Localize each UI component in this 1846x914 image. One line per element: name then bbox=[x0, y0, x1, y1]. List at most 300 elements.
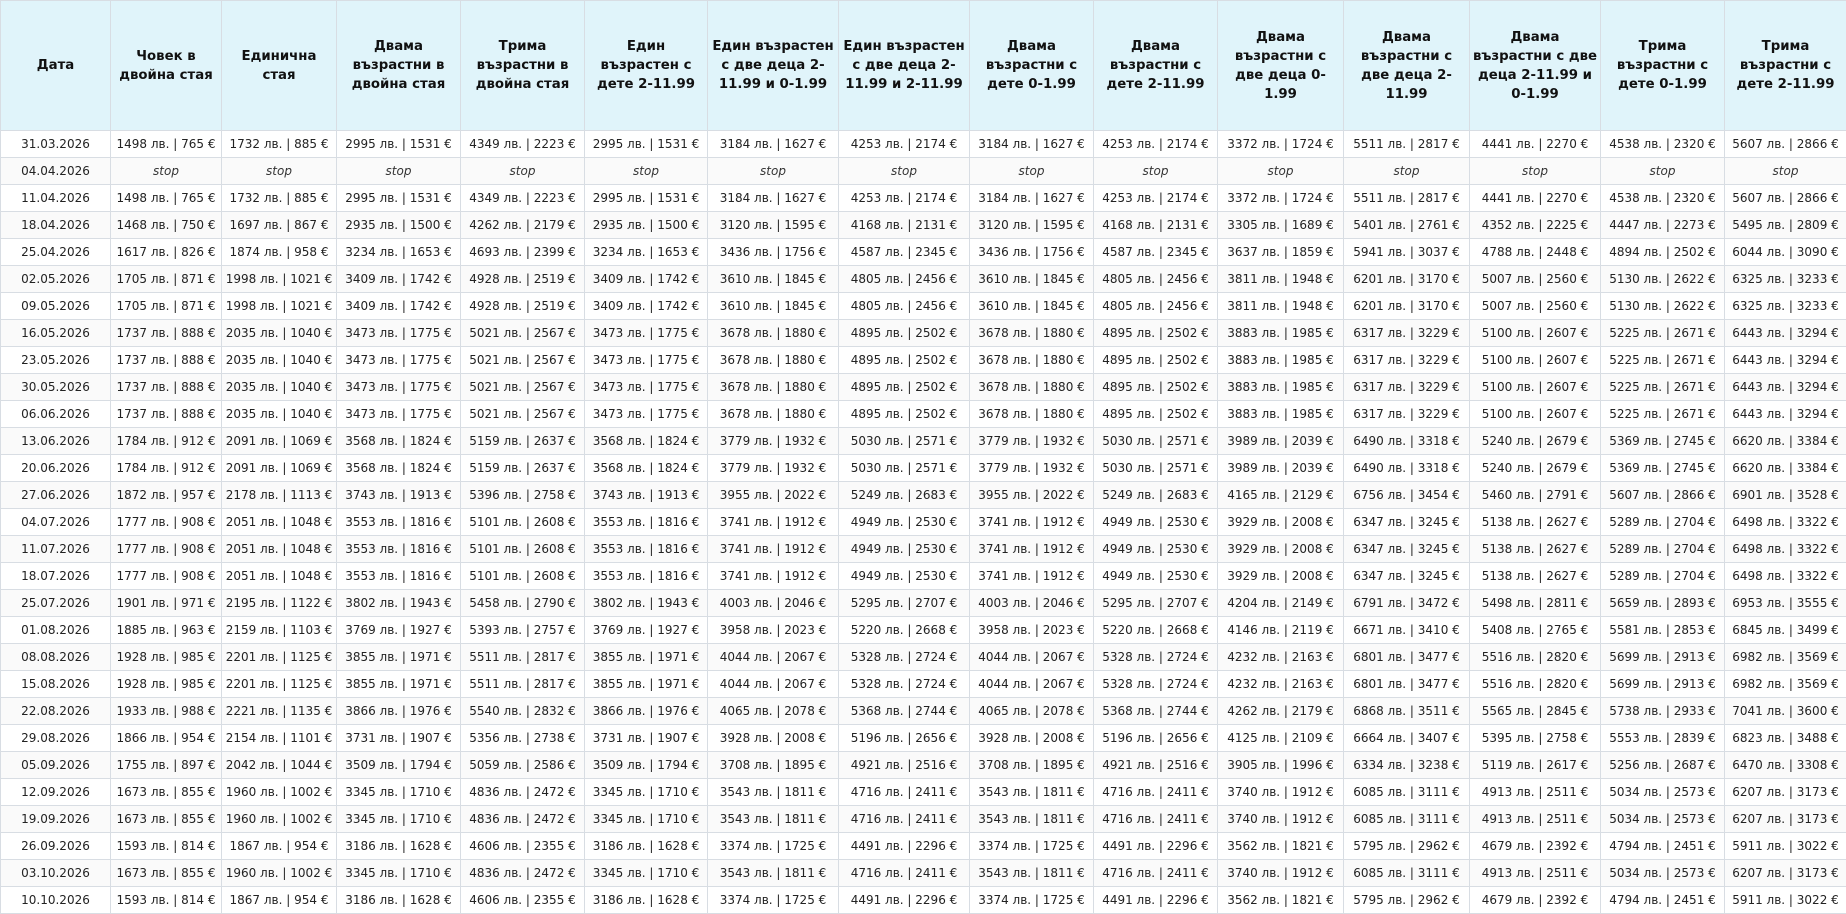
price-cell: 3562 лв. | 1821 € bbox=[1218, 833, 1344, 860]
date-cell: 08.08.2026 bbox=[1, 644, 111, 671]
table-row bbox=[1, 266, 1846, 293]
price-cell: 6791 лв. | 3472 € bbox=[1344, 590, 1470, 617]
table-row bbox=[1, 752, 1846, 779]
table-row bbox=[1, 131, 1846, 158]
price-cell: 3184 лв. | 1627 € bbox=[970, 131, 1094, 158]
price-cell: 3855 лв. | 1971 € bbox=[585, 671, 708, 698]
price-cell: 4928 лв. | 2519 € bbox=[461, 293, 585, 320]
price-cell: 5289 лв. | 2704 € bbox=[1601, 509, 1725, 536]
price-cell: 5328 лв. | 2724 € bbox=[1094, 671, 1218, 698]
price-cell: 1737 лв. | 888 € bbox=[111, 374, 222, 401]
column-header-date: Дата bbox=[1, 1, 111, 131]
price-cell: 5249 лв. | 2683 € bbox=[1094, 482, 1218, 509]
price-cell: 3929 лв. | 2008 € bbox=[1218, 536, 1344, 563]
price-cell: 2995 лв. | 1531 € bbox=[585, 131, 708, 158]
price-cell: 5699 лв. | 2913 € bbox=[1601, 671, 1725, 698]
table-row bbox=[1, 671, 1846, 698]
table-row bbox=[1, 617, 1846, 644]
price-cell: 2935 лв. | 1500 € bbox=[585, 212, 708, 239]
price-cell: 3678 лв. | 1880 € bbox=[970, 401, 1094, 428]
price-cell: 3509 лв. | 1794 € bbox=[337, 752, 461, 779]
price-cell: 4065 лв. | 2078 € bbox=[708, 698, 839, 725]
price-cell: 5256 лв. | 2687 € bbox=[1601, 752, 1725, 779]
table-row bbox=[1, 293, 1846, 320]
price-cell: 4262 лв. | 2179 € bbox=[1218, 698, 1344, 725]
price-cell: 1933 лв. | 988 € bbox=[111, 698, 222, 725]
date-cell: 16.05.2026 bbox=[1, 320, 111, 347]
price-cell: 3553 лв. | 1816 € bbox=[337, 536, 461, 563]
price-cell: 6325 лв. | 3233 € bbox=[1725, 266, 1846, 293]
table-header bbox=[1, 1, 1846, 131]
price-cell: 1777 лв. | 908 € bbox=[111, 563, 222, 590]
price-cell: 5100 лв. | 2607 € bbox=[1470, 374, 1601, 401]
price-cell: 3553 лв. | 1816 € bbox=[585, 509, 708, 536]
price-cell: 5911 лв. | 3022 € bbox=[1725, 833, 1846, 860]
price-cell: 5101 лв. | 2608 € bbox=[461, 509, 585, 536]
price-cell: 2035 лв. | 1040 € bbox=[222, 347, 337, 374]
price-cell: 5911 лв. | 3022 € bbox=[1725, 887, 1846, 914]
price-cell: 5220 лв. | 2668 € bbox=[1094, 617, 1218, 644]
price-cell: 1928 лв. | 985 € bbox=[111, 644, 222, 671]
price-cell: stop bbox=[222, 158, 337, 185]
price-cell: 4349 лв. | 2223 € bbox=[461, 131, 585, 158]
table-row bbox=[1, 779, 1846, 806]
price-cell: 4895 лв. | 2502 € bbox=[1094, 320, 1218, 347]
price-cell: 5607 лв. | 2866 € bbox=[1601, 482, 1725, 509]
date-cell: 09.05.2026 bbox=[1, 293, 111, 320]
table-row bbox=[1, 509, 1846, 536]
price-cell: 3678 лв. | 1880 € bbox=[970, 374, 1094, 401]
price-cell: 6868 лв. | 3511 € bbox=[1344, 698, 1470, 725]
price-cell: 1874 лв. | 958 € bbox=[222, 239, 337, 266]
price-cell: 5941 лв. | 3037 € bbox=[1344, 239, 1470, 266]
price-cell: 4262 лв. | 2179 € bbox=[461, 212, 585, 239]
price-cell: 4949 лв. | 2530 € bbox=[1094, 509, 1218, 536]
price-cell: 5516 лв. | 2820 € bbox=[1470, 644, 1601, 671]
price-cell: 5368 лв. | 2744 € bbox=[839, 698, 970, 725]
price-cell: 3374 лв. | 1725 € bbox=[708, 887, 839, 914]
column-header: Един възрастен с дете 2-11.99 bbox=[585, 1, 708, 131]
price-cell: 4125 лв. | 2109 € bbox=[1218, 725, 1344, 752]
column-header: Двама възрастни с две деца 2-11.99 и 0-1.99 bbox=[1470, 1, 1601, 131]
price-cell: 4441 лв. | 2270 € bbox=[1470, 185, 1601, 212]
price-cell: 1617 лв. | 826 € bbox=[111, 239, 222, 266]
price-cell: 5511 лв. | 2817 € bbox=[1344, 185, 1470, 212]
table-row bbox=[1, 239, 1846, 266]
table-body bbox=[1, 131, 1846, 914]
price-cell: 6325 лв. | 3233 € bbox=[1725, 293, 1846, 320]
column-header: Единична стая bbox=[222, 1, 337, 131]
price-cell: 4232 лв. | 2163 € bbox=[1218, 671, 1344, 698]
price-cell: 4044 лв. | 2067 € bbox=[708, 671, 839, 698]
price-cell: 5100 лв. | 2607 € bbox=[1470, 401, 1601, 428]
price-cell: 3955 лв. | 2022 € bbox=[708, 482, 839, 509]
price-cell: 2221 лв. | 1135 € bbox=[222, 698, 337, 725]
price-cell: 4949 лв. | 2530 € bbox=[839, 509, 970, 536]
price-cell: stop bbox=[1725, 158, 1846, 185]
price-cell: 3740 лв. | 1912 € bbox=[1218, 779, 1344, 806]
price-cell: 4253 лв. | 2174 € bbox=[1094, 185, 1218, 212]
price-cell: 6443 лв. | 3294 € bbox=[1725, 401, 1846, 428]
price-cell: 5356 лв. | 2738 € bbox=[461, 725, 585, 752]
price-cell: 6845 лв. | 3499 € bbox=[1725, 617, 1846, 644]
date-cell: 18.07.2026 bbox=[1, 563, 111, 590]
date-cell: 27.06.2026 bbox=[1, 482, 111, 509]
price-cell: 5021 лв. | 2567 € bbox=[461, 374, 585, 401]
price-cell: 7041 лв. | 3600 € bbox=[1725, 698, 1846, 725]
price-cell: 3708 лв. | 1895 € bbox=[708, 752, 839, 779]
price-cell: 5007 лв. | 2560 € bbox=[1470, 266, 1601, 293]
price-cell: 6470 лв. | 3308 € bbox=[1725, 752, 1846, 779]
price-cell: 4805 лв. | 2456 € bbox=[1094, 293, 1218, 320]
price-cell: 3305 лв. | 1689 € bbox=[1218, 212, 1344, 239]
price-cell: 4921 лв. | 2516 € bbox=[839, 752, 970, 779]
price-cell: 6443 лв. | 3294 € bbox=[1725, 347, 1846, 374]
price-cell: stop bbox=[970, 158, 1094, 185]
price-cell: 3958 лв. | 2023 € bbox=[970, 617, 1094, 644]
column-header: Трима възрастни в двойна стая bbox=[461, 1, 585, 131]
price-cell: 5738 лв. | 2933 € bbox=[1601, 698, 1725, 725]
price-cell: 4146 лв. | 2119 € bbox=[1218, 617, 1344, 644]
price-cell: 4895 лв. | 2502 € bbox=[839, 374, 970, 401]
date-cell: 30.05.2026 bbox=[1, 374, 111, 401]
price-cell: 6317 лв. | 3229 € bbox=[1344, 347, 1470, 374]
price-cell: 3678 лв. | 1880 € bbox=[708, 401, 839, 428]
column-header: Един възрастен с две деца 2-11.99 и 2-11.99 bbox=[839, 1, 970, 131]
price-cell: 3473 лв. | 1775 € bbox=[585, 320, 708, 347]
price-cell: 3184 лв. | 1627 € bbox=[708, 185, 839, 212]
date-cell: 05.09.2026 bbox=[1, 752, 111, 779]
price-cell: 3409 лв. | 1742 € bbox=[337, 266, 461, 293]
price-cell: 4587 лв. | 2345 € bbox=[839, 239, 970, 266]
price-cell: 4679 лв. | 2392 € bbox=[1470, 887, 1601, 914]
price-cell: 1866 лв. | 954 € bbox=[111, 725, 222, 752]
price-cell: stop bbox=[111, 158, 222, 185]
price-cell: 3883 лв. | 1985 € bbox=[1218, 401, 1344, 428]
price-cell: 6347 лв. | 3245 € bbox=[1344, 563, 1470, 590]
price-cell: 3374 лв. | 1725 € bbox=[708, 833, 839, 860]
price-cell: 4716 лв. | 2411 € bbox=[839, 779, 970, 806]
price-cell: 1498 лв. | 765 € bbox=[111, 185, 222, 212]
price-cell: 4949 лв. | 2530 € bbox=[839, 563, 970, 590]
table-row bbox=[1, 536, 1846, 563]
price-cell: stop bbox=[337, 158, 461, 185]
price-cell: 6317 лв. | 3229 € bbox=[1344, 374, 1470, 401]
price-cell: 6443 лв. | 3294 € bbox=[1725, 374, 1846, 401]
price-cell: 3866 лв. | 1976 € bbox=[585, 698, 708, 725]
price-cell: 5396 лв. | 2758 € bbox=[461, 482, 585, 509]
price-cell: 1737 лв. | 888 € bbox=[111, 320, 222, 347]
price-cell: 5368 лв. | 2744 € bbox=[1094, 698, 1218, 725]
price-cell: 6207 лв. | 3173 € bbox=[1725, 806, 1846, 833]
price-cell: 3473 лв. | 1775 € bbox=[337, 401, 461, 428]
price-cell: 4606 лв. | 2355 € bbox=[461, 887, 585, 914]
price-cell: 3743 лв. | 1913 € bbox=[585, 482, 708, 509]
table-row bbox=[1, 590, 1846, 617]
price-cell: 4895 лв. | 2502 € bbox=[1094, 374, 1218, 401]
price-cell: 2035 лв. | 1040 € bbox=[222, 374, 337, 401]
price-cell: 3958 лв. | 2023 € bbox=[708, 617, 839, 644]
price-cell: 2995 лв. | 1531 € bbox=[337, 185, 461, 212]
price-cell: 4606 лв. | 2355 € bbox=[461, 833, 585, 860]
price-cell: stop bbox=[708, 158, 839, 185]
price-cell: 3802 лв. | 1943 € bbox=[585, 590, 708, 617]
price-cell: 6801 лв. | 3477 € bbox=[1344, 671, 1470, 698]
price-cell: 5511 лв. | 2817 € bbox=[461, 644, 585, 671]
price-cell: 3678 лв. | 1880 € bbox=[708, 374, 839, 401]
price-cell: 3740 лв. | 1912 € bbox=[1218, 806, 1344, 833]
column-header: Човек в двойна стая bbox=[111, 1, 222, 131]
price-cell: 5130 лв. | 2622 € bbox=[1601, 293, 1725, 320]
price-cell: 6982 лв. | 3569 € bbox=[1725, 671, 1846, 698]
price-cell: 5540 лв. | 2832 € bbox=[461, 698, 585, 725]
price-cell: 4913 лв. | 2511 € bbox=[1470, 779, 1601, 806]
table-row bbox=[1, 563, 1846, 590]
price-cell: 6085 лв. | 3111 € bbox=[1344, 860, 1470, 887]
price-cell: 5289 лв. | 2704 € bbox=[1601, 536, 1725, 563]
price-cell: 6490 лв. | 3318 € bbox=[1344, 428, 1470, 455]
price-cell: 3905 лв. | 1996 € bbox=[1218, 752, 1344, 779]
price-cell: 3409 лв. | 1742 € bbox=[337, 293, 461, 320]
price-cell: 5369 лв. | 2745 € bbox=[1601, 455, 1725, 482]
price-cell: 3769 лв. | 1927 € bbox=[585, 617, 708, 644]
price-cell: 3610 лв. | 1845 € bbox=[970, 266, 1094, 293]
price-cell: 3568 лв. | 1824 € bbox=[585, 455, 708, 482]
price-cell: 4895 лв. | 2502 € bbox=[839, 320, 970, 347]
price-cell: 1777 лв. | 908 € bbox=[111, 536, 222, 563]
price-cell: 3989 лв. | 2039 € bbox=[1218, 455, 1344, 482]
price-cell: 1732 лв. | 885 € bbox=[222, 185, 337, 212]
price-cell: 5034 лв. | 2573 € bbox=[1601, 779, 1725, 806]
price-cell: 3372 лв. | 1724 € bbox=[1218, 185, 1344, 212]
price-cell: 3568 лв. | 1824 € bbox=[337, 428, 461, 455]
price-cell: 5030 лв. | 2571 € bbox=[1094, 455, 1218, 482]
price-cell: 4587 лв. | 2345 € bbox=[1094, 239, 1218, 266]
price-cell: 3120 лв. | 1595 € bbox=[708, 212, 839, 239]
price-cell: 1593 лв. | 814 € bbox=[111, 887, 222, 914]
price-cell: 5007 лв. | 2560 € bbox=[1470, 293, 1601, 320]
price-cell: 4928 лв. | 2519 € bbox=[461, 266, 585, 293]
price-cell: 3473 лв. | 1775 € bbox=[585, 347, 708, 374]
price-cell: 5295 лв. | 2707 € bbox=[839, 590, 970, 617]
price-cell: 4679 лв. | 2392 € bbox=[1470, 833, 1601, 860]
price-cell: 4538 лв. | 2320 € bbox=[1601, 131, 1725, 158]
price-cell: 3802 лв. | 1943 € bbox=[337, 590, 461, 617]
date-cell: 20.06.2026 bbox=[1, 455, 111, 482]
price-cell: 5100 лв. | 2607 € bbox=[1470, 347, 1601, 374]
table-row bbox=[1, 158, 1846, 185]
price-cell: 6207 лв. | 3173 € bbox=[1725, 779, 1846, 806]
price-cell: 4232 лв. | 2163 € bbox=[1218, 644, 1344, 671]
price-cell: 2051 лв. | 1048 € bbox=[222, 563, 337, 590]
price-cell: 3855 лв. | 1971 € bbox=[585, 644, 708, 671]
price-cell: 4253 лв. | 2174 € bbox=[839, 131, 970, 158]
date-cell: 15.08.2026 bbox=[1, 671, 111, 698]
price-cell: stop bbox=[1601, 158, 1725, 185]
price-cell: 5699 лв. | 2913 € bbox=[1601, 644, 1725, 671]
price-cell: 4204 лв. | 2149 € bbox=[1218, 590, 1344, 617]
price-cell: 2935 лв. | 1500 € bbox=[337, 212, 461, 239]
price-cell: 3509 лв. | 1794 € bbox=[585, 752, 708, 779]
price-cell: 2051 лв. | 1048 € bbox=[222, 509, 337, 536]
price-cell: 3731 лв. | 1907 € bbox=[585, 725, 708, 752]
price-cell: 6347 лв. | 3245 € bbox=[1344, 509, 1470, 536]
price-cell: 3741 лв. | 1912 € bbox=[970, 563, 1094, 590]
price-cell: 5460 лв. | 2791 € bbox=[1470, 482, 1601, 509]
price-cell: 3543 лв. | 1811 € bbox=[970, 806, 1094, 833]
price-cell: 3855 лв. | 1971 € bbox=[337, 671, 461, 698]
price-cell: 5101 лв. | 2608 € bbox=[461, 563, 585, 590]
price-cell: 5395 лв. | 2758 € bbox=[1470, 725, 1601, 752]
price-cell: 3409 лв. | 1742 € bbox=[585, 266, 708, 293]
price-cell: 4253 лв. | 2174 € bbox=[839, 185, 970, 212]
price-cell: 4003 лв. | 2046 € bbox=[970, 590, 1094, 617]
price-cell: 5495 лв. | 2809 € bbox=[1725, 212, 1846, 239]
price-cell: 4168 лв. | 2131 € bbox=[839, 212, 970, 239]
table-row bbox=[1, 347, 1846, 374]
price-cell: 5030 лв. | 2571 € bbox=[1094, 428, 1218, 455]
price-cell: 3234 лв. | 1653 € bbox=[337, 239, 461, 266]
table-row bbox=[1, 698, 1846, 725]
price-cell: 6201 лв. | 3170 € bbox=[1344, 293, 1470, 320]
date-cell: 23.05.2026 bbox=[1, 347, 111, 374]
price-cell: 5369 лв. | 2745 € bbox=[1601, 428, 1725, 455]
price-cell: 5130 лв. | 2622 € bbox=[1601, 266, 1725, 293]
date-cell: 13.06.2026 bbox=[1, 428, 111, 455]
price-cell: 5659 лв. | 2893 € bbox=[1601, 590, 1725, 617]
price-cell: 3741 лв. | 1912 € bbox=[708, 563, 839, 590]
price-cell: 3955 лв. | 2022 € bbox=[970, 482, 1094, 509]
table-row bbox=[1, 725, 1846, 752]
header-row bbox=[1, 1, 1846, 131]
price-cell: 4913 лв. | 2511 € bbox=[1470, 860, 1601, 887]
price-cell: 5393 лв. | 2757 € bbox=[461, 617, 585, 644]
price-cell: 5795 лв. | 2962 € bbox=[1344, 833, 1470, 860]
price-cell: 3929 лв. | 2008 € bbox=[1218, 509, 1344, 536]
price-cell: 5240 лв. | 2679 € bbox=[1470, 455, 1601, 482]
price-cell: 3543 лв. | 1811 € bbox=[970, 860, 1094, 887]
price-cell: 3374 лв. | 1725 € bbox=[970, 887, 1094, 914]
price-cell: 5030 лв. | 2571 € bbox=[839, 455, 970, 482]
price-cell: 6490 лв. | 3318 € bbox=[1344, 455, 1470, 482]
table-row bbox=[1, 455, 1846, 482]
column-header: Двама възрастни с две деца 0-1.99 bbox=[1218, 1, 1344, 131]
price-cell: 4895 лв. | 2502 € bbox=[1094, 347, 1218, 374]
price-cell: 3543 лв. | 1811 € bbox=[970, 779, 1094, 806]
price-cell: 4538 лв. | 2320 € bbox=[1601, 185, 1725, 212]
price-cell: 3678 лв. | 1880 € bbox=[970, 347, 1094, 374]
table-row bbox=[1, 374, 1846, 401]
price-cell: 6201 лв. | 3170 € bbox=[1344, 266, 1470, 293]
price-cell: 6085 лв. | 3111 € bbox=[1344, 779, 1470, 806]
price-cell: 4491 лв. | 2296 € bbox=[839, 833, 970, 860]
price-cell: stop bbox=[1344, 158, 1470, 185]
price-cell: 2159 лв. | 1103 € bbox=[222, 617, 337, 644]
date-cell: 25.04.2026 bbox=[1, 239, 111, 266]
price-cell: 3741 лв. | 1912 € bbox=[708, 536, 839, 563]
price-cell: 1960 лв. | 1002 € bbox=[222, 779, 337, 806]
price-cell: 4716 лв. | 2411 € bbox=[839, 860, 970, 887]
price-cell: 6207 лв. | 3173 € bbox=[1725, 860, 1846, 887]
table-row bbox=[1, 806, 1846, 833]
price-cell: 1928 лв. | 985 € bbox=[111, 671, 222, 698]
price-cell: 3855 лв. | 1971 € bbox=[337, 644, 461, 671]
price-cell: 4716 лв. | 2411 € bbox=[1094, 860, 1218, 887]
price-cell: 1673 лв. | 855 € bbox=[111, 860, 222, 887]
price-cell: 6901 лв. | 3528 € bbox=[1725, 482, 1846, 509]
price-cell: 3743 лв. | 1913 € bbox=[337, 482, 461, 509]
price-cell: 3678 лв. | 1880 € bbox=[708, 320, 839, 347]
date-cell: 18.04.2026 bbox=[1, 212, 111, 239]
table-row bbox=[1, 320, 1846, 347]
price-cell: 3741 лв. | 1912 € bbox=[970, 536, 1094, 563]
table-row bbox=[1, 887, 1846, 914]
price-cell: 1867 лв. | 954 € bbox=[222, 887, 337, 914]
price-cell: 3610 лв. | 1845 € bbox=[708, 293, 839, 320]
price-cell: 4441 лв. | 2270 € bbox=[1470, 131, 1601, 158]
price-cell: 3740 лв. | 1912 € bbox=[1218, 860, 1344, 887]
price-cell: 4913 лв. | 2511 € bbox=[1470, 806, 1601, 833]
price-cell: 1673 лв. | 855 € bbox=[111, 806, 222, 833]
price-cell: 5225 лв. | 2671 € bbox=[1601, 374, 1725, 401]
price-cell: 3184 лв. | 1627 € bbox=[708, 131, 839, 158]
price-cell: 3553 лв. | 1816 € bbox=[337, 563, 461, 590]
price-cell: 6801 лв. | 3477 € bbox=[1344, 644, 1470, 671]
price-cell: 5249 лв. | 2683 € bbox=[839, 482, 970, 509]
price-cell: 5220 лв. | 2668 € bbox=[839, 617, 970, 644]
price-cell: 5059 лв. | 2586 € bbox=[461, 752, 585, 779]
price-cell: 5030 лв. | 2571 € bbox=[839, 428, 970, 455]
price-cell: 3769 лв. | 1927 € bbox=[337, 617, 461, 644]
price-cell: 1755 лв. | 897 € bbox=[111, 752, 222, 779]
price-cell: 4716 лв. | 2411 € bbox=[839, 806, 970, 833]
price-cell: 5289 лв. | 2704 € bbox=[1601, 563, 1725, 590]
column-header: Двама възрастни с дете 2-11.99 bbox=[1094, 1, 1218, 131]
price-cell: 6982 лв. | 3569 € bbox=[1725, 644, 1846, 671]
price-cell: 1732 лв. | 885 € bbox=[222, 131, 337, 158]
price-cell: 1737 лв. | 888 € bbox=[111, 347, 222, 374]
price-cell: 2035 лв. | 1040 € bbox=[222, 401, 337, 428]
price-cell: 3741 лв. | 1912 € bbox=[708, 509, 839, 536]
date-cell: 12.09.2026 bbox=[1, 779, 111, 806]
price-cell: 3637 лв. | 1859 € bbox=[1218, 239, 1344, 266]
price-cell: 2154 лв. | 1101 € bbox=[222, 725, 337, 752]
price-cell: 3928 лв. | 2008 € bbox=[708, 725, 839, 752]
price-cell: 3610 лв. | 1845 € bbox=[970, 293, 1094, 320]
price-cell: 3374 лв. | 1725 € bbox=[970, 833, 1094, 860]
price-cell: 6498 лв. | 3322 € bbox=[1725, 509, 1846, 536]
price-cell: 1885 лв. | 963 € bbox=[111, 617, 222, 644]
price-cell: 4253 лв. | 2174 € bbox=[1094, 131, 1218, 158]
price-cell: 5225 лв. | 2671 € bbox=[1601, 347, 1725, 374]
price-cell: 5565 лв. | 2845 € bbox=[1470, 698, 1601, 725]
price-cell: 4836 лв. | 2472 € bbox=[461, 779, 585, 806]
price-cell: 4491 лв. | 2296 € bbox=[1094, 887, 1218, 914]
price-cell: 6334 лв. | 3238 € bbox=[1344, 752, 1470, 779]
price-cell: 1784 лв. | 912 € bbox=[111, 455, 222, 482]
price-cell: 4895 лв. | 2502 € bbox=[839, 401, 970, 428]
price-cell: 3929 лв. | 2008 € bbox=[1218, 563, 1344, 590]
price-cell: 3553 лв. | 1816 € bbox=[337, 509, 461, 536]
price-cell: 1960 лв. | 1002 € bbox=[222, 860, 337, 887]
price-cell: 4491 лв. | 2296 € bbox=[839, 887, 970, 914]
price-cell: 5138 лв. | 2627 € bbox=[1470, 536, 1601, 563]
price-cell: 4895 лв. | 2502 € bbox=[839, 347, 970, 374]
date-cell: 26.09.2026 bbox=[1, 833, 111, 860]
price-cell: 2195 лв. | 1122 € bbox=[222, 590, 337, 617]
price-cell: 2051 лв. | 1048 € bbox=[222, 536, 337, 563]
price-cell: 4693 лв. | 2399 € bbox=[461, 239, 585, 266]
